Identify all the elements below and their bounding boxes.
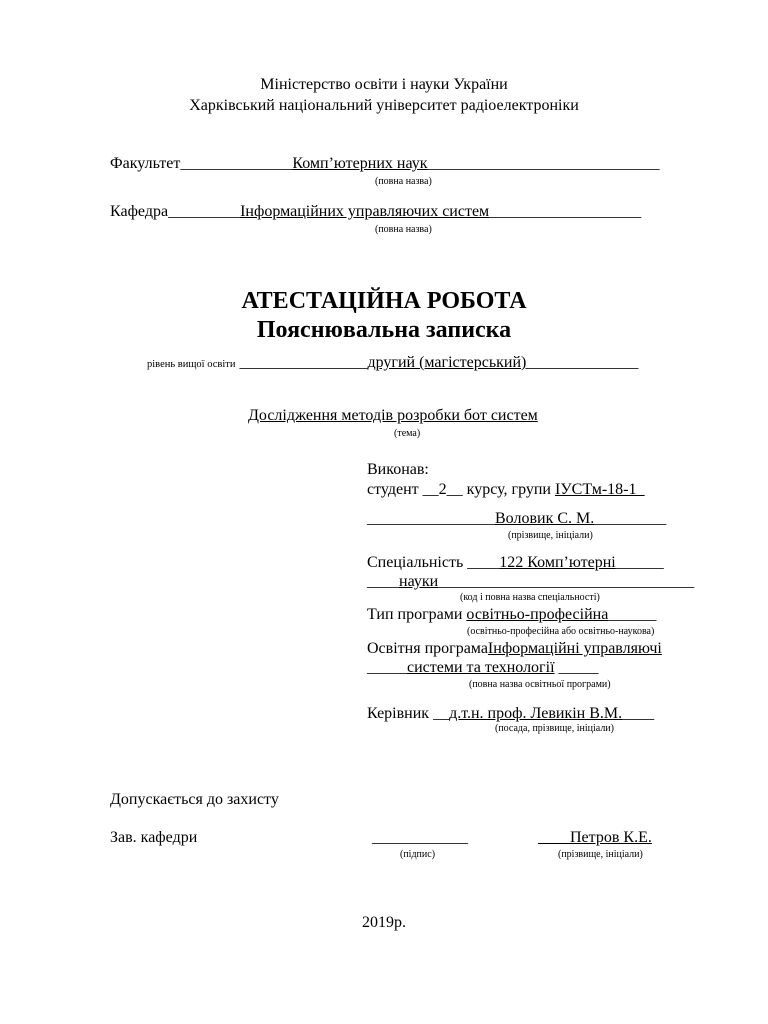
education-program-line-1 — [367, 640, 662, 658]
faculty-label: Факультет — [110, 155, 181, 172]
education-program-line-2 — [367, 659, 599, 677]
department-value: Інформаційних управляючих систем — [240, 203, 490, 220]
specialty-trail-1: ______ — [615, 554, 664, 571]
year: 2019р. — [362, 914, 406, 931]
student-name-line — [367, 510, 666, 528]
education-program-hint: (повна назва освітньої програми) — [469, 679, 611, 690]
signature-line: ____________ — [372, 829, 468, 846]
admitted-text: Допускається до захисту — [110, 791, 279, 808]
education-program-label: Освітня програма — [367, 640, 488, 657]
program-type-label: Тип програми — [367, 606, 463, 623]
student-name-trail: _________ — [594, 510, 667, 527]
level-value: другий (магістерський) — [367, 354, 527, 371]
specialty-line-1 — [367, 554, 664, 572]
student-name-hint: (прізвище, ініціали) — [508, 530, 593, 541]
specialty-value-1: 122 Комп’ютерні — [499, 554, 616, 571]
supervisor-hint: (посада, прізвище, ініціали) — [495, 723, 614, 734]
ministry-line: Міністерство освіти і науки України — [260, 76, 508, 93]
group-value: ІУСТм-18-1_ — [554, 481, 645, 498]
course-suffix: курсу, групи — [466, 481, 551, 498]
department-hint: (повна назва) — [375, 224, 432, 235]
education-program-value-2: системи та технології — [407, 659, 555, 676]
specialty-label: Спеціальність — [367, 554, 464, 571]
program-type-trail: ______ — [608, 606, 657, 623]
head-name-line — [538, 829, 652, 847]
faculty-trail: _____________________________ — [427, 155, 660, 172]
supervisor-label: Керівник — [367, 705, 430, 722]
signature-hint: (підпис) — [400, 849, 436, 860]
document-subtitle: Пояснювальна записка — [256, 317, 512, 343]
course-value: __2__ — [422, 481, 463, 498]
department-label: Кафедра — [110, 203, 169, 220]
head-label: Зав. кафедри — [110, 829, 198, 846]
program-type-value: освітньо-професійна — [466, 606, 609, 623]
department-lead: _________ — [168, 203, 241, 220]
department-trail: ___________________ — [489, 203, 642, 220]
faculty-value: Комп’ютерних наук — [292, 155, 428, 172]
supervisor-lead: __ — [433, 705, 450, 722]
topic-value: Дослідження методів розробки бот систем — [248, 407, 538, 424]
specialty-line-2 — [367, 573, 694, 591]
student-line — [367, 481, 644, 499]
supervisor-line — [367, 705, 654, 723]
university-line: Харківський національний університет радіоелектроніки — [189, 97, 579, 114]
education-program-value-1: Інформаційні управляючі — [487, 640, 662, 657]
supervisor-trail: ____ — [622, 705, 655, 722]
level-trail: ______________ — [526, 354, 639, 371]
document-title: АТЕСТАЦІЙНА РОБОТА — [241, 288, 527, 314]
student-name: Воловик С. М. — [495, 510, 595, 527]
topic-hint: (тема) — [394, 428, 421, 439]
education-program-lead-2: _____ — [367, 659, 407, 676]
level-line — [147, 354, 638, 372]
program-type-line — [367, 606, 656, 624]
specialty-lead-1: ____ — [467, 554, 500, 571]
level-label: рівень вищої освіти — [147, 359, 236, 370]
supervisor-value: д.т.н. проф. Левикін В.М. — [449, 705, 623, 722]
program-type-hint: (освітньо-професійна або освітньо-наукова) — [467, 626, 655, 637]
head-name: Петров К.Е. — [570, 829, 652, 846]
education-program-trail-2: _____ — [558, 659, 599, 676]
head-name-lead: ____ — [538, 829, 570, 846]
specialty-value-2: науки — [399, 573, 439, 590]
faculty-line — [110, 155, 660, 173]
department-line — [110, 203, 641, 221]
faculty-hint: (повна назва) — [375, 176, 432, 187]
head-name-hint: (прізвище, ініціали) — [558, 849, 643, 860]
level-lead: ________________ — [239, 354, 368, 371]
specialty-lead-2: ____ — [367, 573, 399, 590]
specialty-hint: (код і повна назва спеціальності) — [460, 592, 600, 603]
faculty-lead: ______________ — [180, 155, 293, 172]
performer-label: Виконав: — [367, 461, 429, 478]
specialty-trail-2: ________________________________ — [438, 573, 695, 590]
student-prefix: студент — [367, 481, 419, 498]
student-name-lead: ________________ — [367, 510, 495, 527]
